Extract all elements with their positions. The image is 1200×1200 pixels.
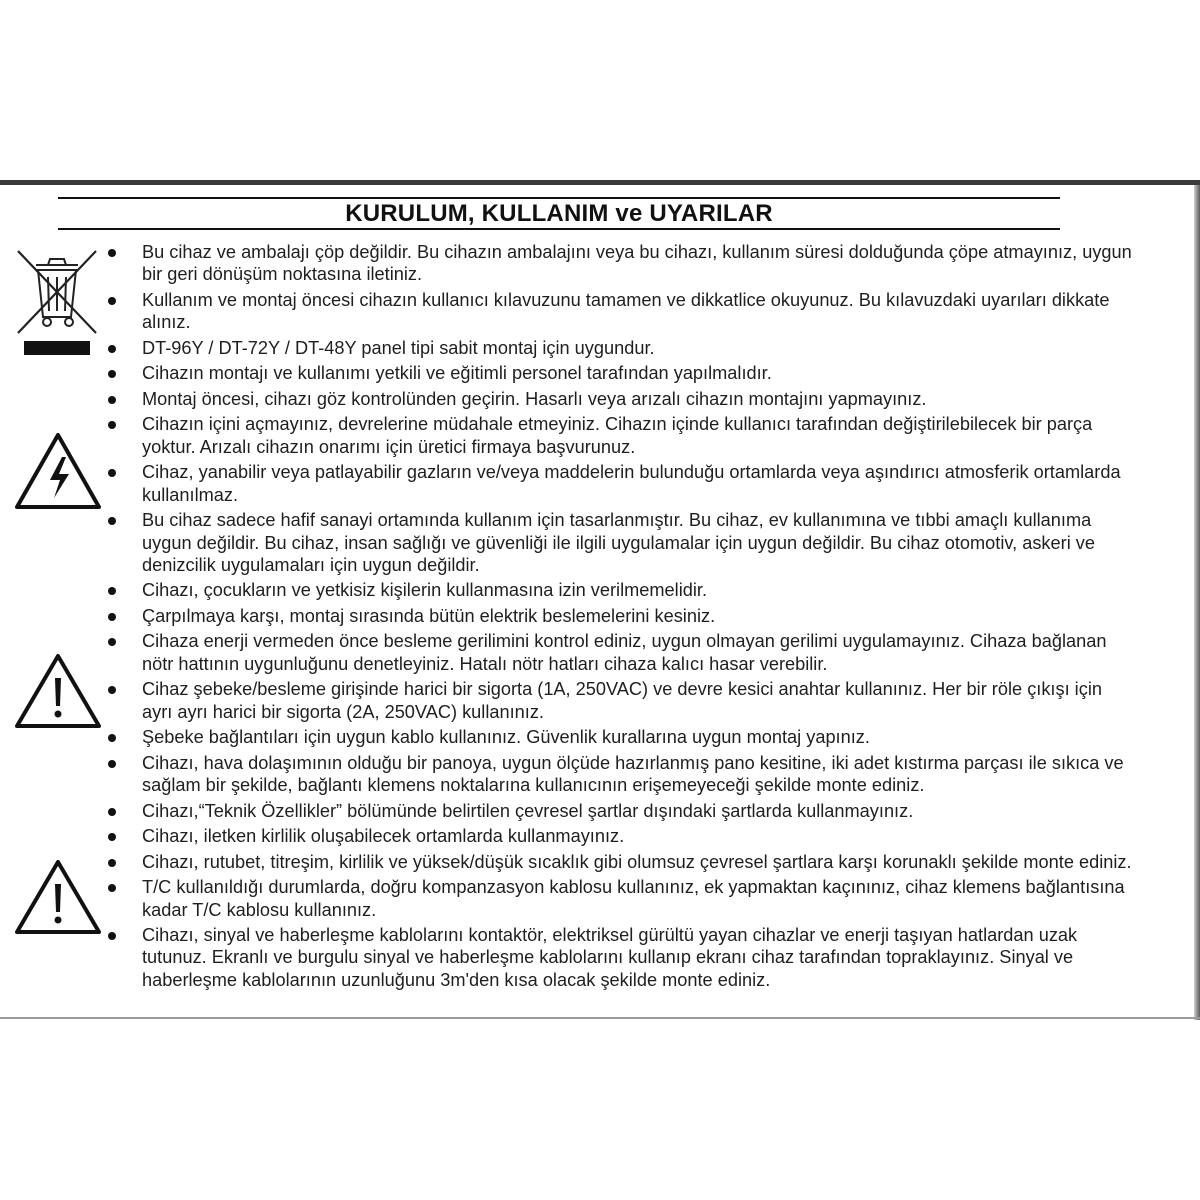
bullet <box>108 734 116 742</box>
list-item <box>105 630 1135 675</box>
list-item-text: Cihazın içini açmayınız, devrelerine müdahale etmeyiniz. Cihazın içinde kullanıcı tarafından değiştirilebilecek bir parça yoktur. Arızalı cihazın onarımı için üretici firmaya başvurunuz. <box>142 414 1093 457</box>
list-item-text: Cihazı, hava dolaşımının olduğu bir panoya, uygun ölçüde hazırlanmış pano kesitine, iki adet kıstırma parçası ile sıkıca ve sağlam bir şekilde, bağlantı klemens noktalarına kullanıcının erişemeyeceği şekilde monte ediniz. <box>142 752 1124 796</box>
bullet <box>108 469 116 477</box>
caution-warning-icon <box>13 651 103 731</box>
weee-crossed-bin-icon <box>14 243 100 361</box>
list-item-text: Cihazı, çocukların ve yetkisiz kişilerin kullanmasına izin verilmemelidir. <box>142 580 708 601</box>
bullet <box>108 587 116 595</box>
high-voltage-warning-icon <box>13 430 103 512</box>
list-item-text: DT-96Y / DT-72Y / DT-48Y panel tipi sabit montaj için uygundur. <box>142 337 655 358</box>
list-item-text: Cihaz şebeke/besleme girişinde harici bir sigorta (1A, 250VAC) ve devre kesici anahtar kullanınız. Her bir röle çıkışı için ayrı ayrı harici bir sigorta (2A, 250VAC) kullanınız. <box>142 679 1102 722</box>
list-item-text: Bu cihaz ve ambalajı çöp değildir. Bu cihazın ambalajını veya bu cihazı, kullanım süresi dolduğunda çöpe atmayınız, uygun bir geri dönüşüm noktasına iletiniz. <box>142 242 1132 285</box>
bullet <box>108 638 116 646</box>
list-item <box>105 924 1135 991</box>
bullet <box>108 932 116 940</box>
bullet <box>108 421 116 429</box>
page-bottom-edge <box>0 1017 1200 1019</box>
list-item <box>105 337 1135 359</box>
list-item <box>105 362 1135 384</box>
list-item-text: Cihaz, yanabilir veya patlayabilir gazların ve/veya maddelerin bulunduğu ortamlarda veya aşındırıcı atmosferik ortamlarda kullanılmaz. <box>142 462 1121 505</box>
page-title: KURULUM, KULLANIM ve UYARILAR <box>345 200 773 227</box>
list-item-text: Cihaza enerji vermeden önce besleme gerilimini kontrol ediniz, uygun olmayan gerilimi uygulamayınız. Cihaza bağlanan nötr hattının uygunluğunu denetleyiniz. Hatalı nötr hatları cihaza kalıcı hasar verebilir. <box>142 631 1107 674</box>
list-item-text: Cihazı, iletken kirlilik oluşabilecek ortamlarda kullanmayınız. <box>142 826 625 847</box>
list-item-text: T/C kullanıldığı durumlarda, doğru kompanzasyon kablosu kullanınız, ek yapmaktan kaçınınız, cihaz klemens bağlantısına kadar T/C kablosu kullanınız. <box>142 877 1125 920</box>
caution-warning-icon <box>13 857 103 937</box>
list-item <box>105 825 1135 847</box>
bullet <box>108 396 116 404</box>
list-item-text: Çarpılmaya karşı, montaj sırasında bütün elektrik beslemelerini kesiniz. <box>142 605 716 626</box>
list-item-text: Cihazın montajı ve kullanımı yetkili ve eğitimli personel tarafından yapılmalıdır. <box>142 363 772 384</box>
list-item <box>105 241 1135 286</box>
list-item <box>105 800 1135 822</box>
bullet <box>108 517 116 525</box>
page-edge-shadow <box>1194 185 1200 1020</box>
list-item-text: Şebeke bağlantıları için uygun kablo kullanınız. Güvenlik kurallarına uygun montaj yapınız. <box>142 727 870 748</box>
list-item <box>105 726 1135 748</box>
list-item <box>105 605 1135 627</box>
list-item-text: Bu cihaz sadece hafif sanayi ortamında kullanım için tasarlanmıştır. Bu cihaz, ev kullanımına ve tıbbi amaçlı kullanıma uygun değildir. Bu cihaz, insan sağlığı ve güvenliği ile ilgili uygulamalar için uygun değildir. Bu cihaz otomotiv, askeri ve denizcilik uygulamaları için uygun değildir. <box>142 510 1096 575</box>
bullet <box>108 249 116 257</box>
bullet <box>108 833 116 841</box>
bullet <box>108 686 116 694</box>
bullet <box>108 884 116 892</box>
list-item <box>105 678 1135 723</box>
list-item <box>105 289 1135 334</box>
list-item <box>105 752 1135 797</box>
list-item <box>105 851 1135 873</box>
bullet <box>108 760 116 768</box>
list-item <box>105 579 1135 601</box>
list-item-text: Cihazı, rutubet, titreşim, kirlilik ve yüksek/düşük sıcaklık gibi olumsuz çevresel şartlara karşı korunaklı şekilde monte ediniz. <box>142 851 1132 872</box>
title-rule-bottom <box>58 228 1060 230</box>
bullet <box>108 613 116 621</box>
list-item <box>105 461 1135 506</box>
list-item-text: Kullanım ve montaj öncesi cihazın kullanıcı kılavuzunu tamamen ve dikkatlice okuyunuz. Bu kılavuzdaki uyarıları dikkate alınız. <box>142 289 1110 333</box>
list-item <box>105 388 1135 410</box>
bullet <box>108 297 116 305</box>
bullet <box>108 808 116 816</box>
list-item-text: Cihazı, sinyal ve haberleşme kablolarını kontaktör, elektriksel gürültü yayan cihazlar ve enerji taşıyan hatlardan uzak tutunuz. Ekranlı ve burgulu sinyal ve haberleşme kablolarını kullanıp ekranı cihaz tarafından topraklayınız. Sinyal ve haberleşme kablolarının uzunluğunu 3m'den kısa olacak şekilde monte ediniz. <box>142 925 1078 990</box>
bullet <box>108 859 116 867</box>
title-rule-top <box>58 197 1060 199</box>
bullet <box>108 345 116 353</box>
warning-list <box>105 241 1135 994</box>
list-item-text: Montaj öncesi, cihazı göz kontrolünden geçirin. Hasarlı veya arızalı cihazın montajını yapmayınız. <box>142 388 927 409</box>
list-item <box>105 876 1135 921</box>
list-item <box>105 413 1135 458</box>
bullet <box>108 370 116 378</box>
list-item <box>105 509 1135 576</box>
list-item-text: Cihazı,“Teknik Özellikler” bölümünde belirtilen çevresel şartlar dışındaki şartlarda kullanmayınız. <box>142 800 914 821</box>
